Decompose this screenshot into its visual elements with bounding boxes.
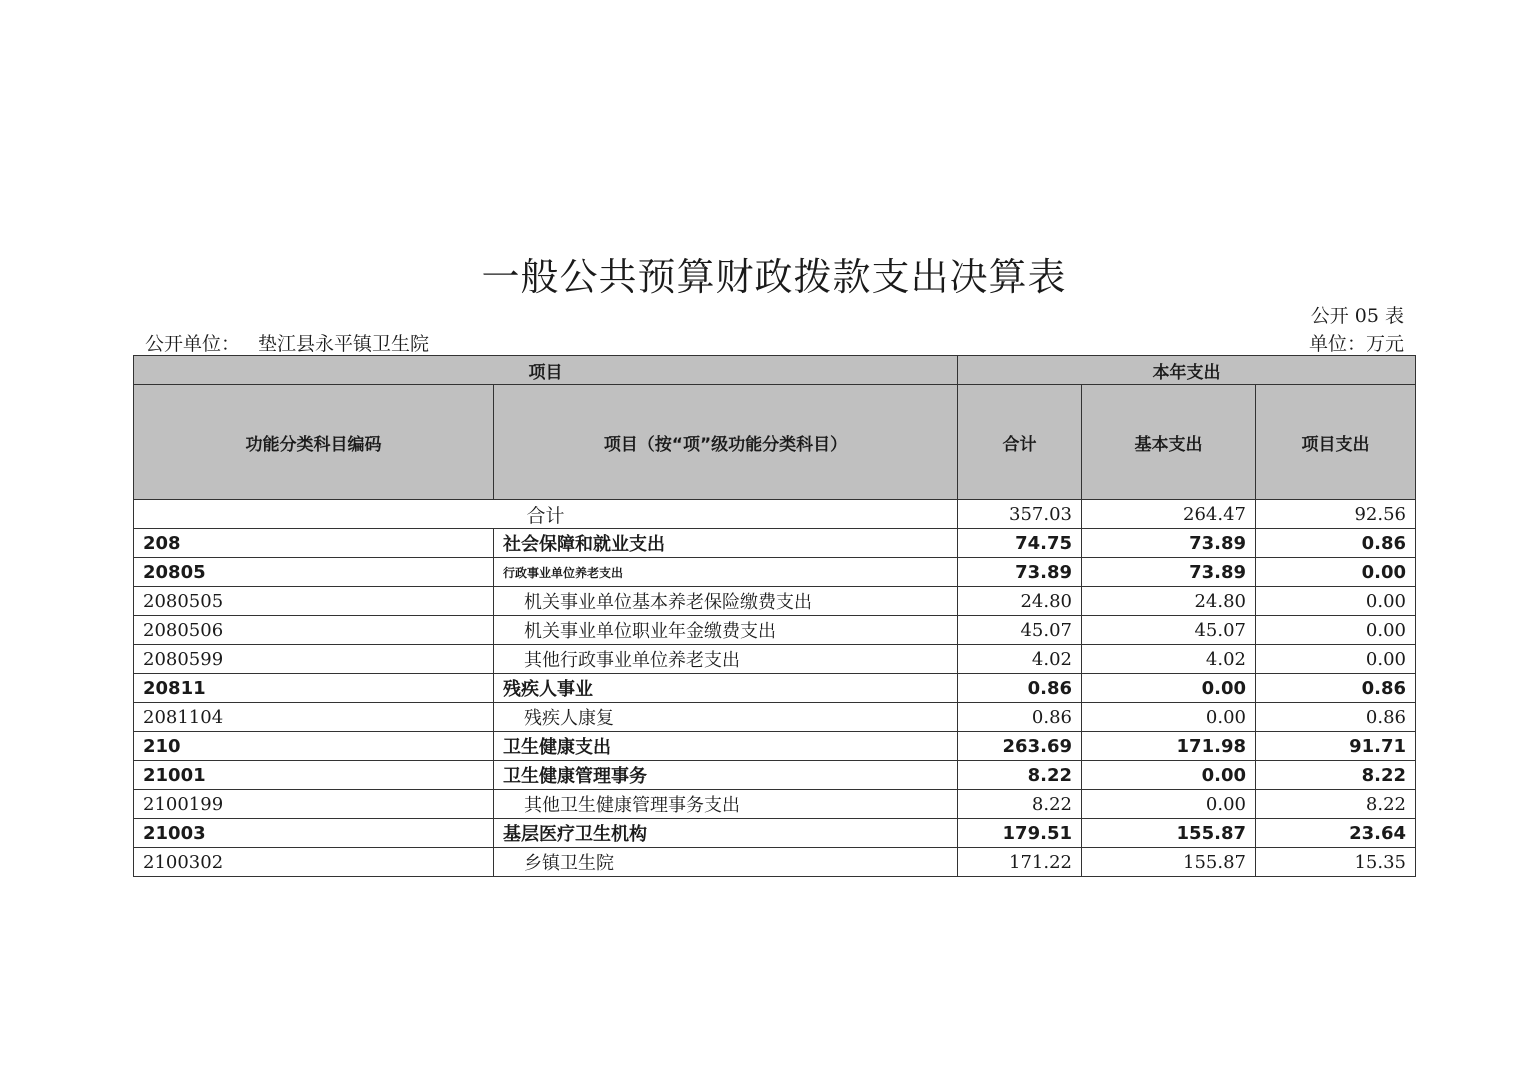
row-code: 2080506 [134,616,494,645]
table-row [134,529,1416,558]
table-row [134,703,1416,732]
row-basic: 0.00 [1082,674,1256,703]
row-name: 行政事业单位养老支出 [494,558,958,587]
table-row [134,674,1416,703]
row-project: 23.64 [1256,819,1416,848]
unit-label: 单位：万元 [1308,333,1404,355]
row-project: 0.86 [1256,674,1416,703]
row-basic: 0.00 [1082,790,1256,819]
row-project: 91.71 [1256,732,1416,761]
header-name: 项目（按“项”级功能分类科目） [494,385,958,500]
row-total: 0.86 [958,674,1082,703]
row-code: 20811 [134,674,494,703]
report-title: 一般公共预算财政拨款支出决算表 [481,255,1067,299]
org-info [145,329,429,356]
row-project: 0.00 [1256,616,1416,645]
row-name: 残疾人康复 [494,703,958,732]
table-row [134,790,1416,819]
row-name: 机关事业单位基本养老保险缴费支出 [494,587,958,616]
header-column-row [134,385,1416,500]
org-name: 垫江县永平镇卫生院 [258,333,430,355]
row-total: 8.22 [958,790,1082,819]
row-project: 15.35 [1256,848,1416,877]
row-code: 21003 [134,819,494,848]
row-code: 2080505 [134,587,494,616]
form-number: 公开 05 表 [1310,305,1404,327]
header-group-expense: 本年支出 [958,356,1416,385]
row-name: 基层医疗卫生机构 [494,819,958,848]
row-code: 208 [134,529,494,558]
total-label: 合计 [134,500,958,529]
row-name: 残疾人事业 [494,674,958,703]
row-code: 210 [134,732,494,761]
total-basic: 264.47 [1082,500,1256,529]
header-group-item: 项目 [134,356,958,385]
row-project: 0.86 [1256,703,1416,732]
row-name: 卫生健康管理事务 [494,761,958,790]
row-total: 45.07 [958,616,1082,645]
row-basic: 4.02 [1082,645,1256,674]
row-code: 21001 [134,761,494,790]
total-amount: 357.03 [958,500,1082,529]
row-basic: 73.89 [1082,529,1256,558]
table-row [134,819,1416,848]
row-name: 卫生健康支出 [494,732,958,761]
row-code: 2100199 [134,790,494,819]
header-project: 项目支出 [1256,385,1416,500]
row-basic: 0.00 [1082,761,1256,790]
row-name: 其他卫生健康管理事务支出 [494,790,958,819]
row-code: 20805 [134,558,494,587]
row-project: 0.00 [1256,645,1416,674]
header-code: 功能分类科目编码 [134,385,494,500]
row-name: 机关事业单位职业年金缴费支出 [494,616,958,645]
table-row [134,645,1416,674]
row-total: 0.86 [958,703,1082,732]
row-project: 8.22 [1256,790,1416,819]
row-basic: 24.80 [1082,587,1256,616]
row-total: 171.22 [958,848,1082,877]
expenditure-table [133,355,1416,877]
table-row [134,848,1416,877]
table-row [134,587,1416,616]
table-row [134,558,1416,587]
report-meta-row [145,329,1404,355]
row-total: 8.22 [958,761,1082,790]
row-basic: 45.07 [1082,616,1256,645]
row-code: 2100302 [134,848,494,877]
row-name: 其他行政事业单位养老支出 [494,645,958,674]
header-total: 合计 [958,385,1082,500]
row-basic: 171.98 [1082,732,1256,761]
total-project: 92.56 [1256,500,1416,529]
row-name: 乡镇卫生院 [494,848,958,877]
row-project: 0.00 [1256,558,1416,587]
row-code: 2081104 [134,703,494,732]
row-code: 2080599 [134,645,494,674]
row-total: 179.51 [958,819,1082,848]
row-project: 8.22 [1256,761,1416,790]
table-row [134,732,1416,761]
org-label: 公开单位： [145,333,241,355]
row-project: 0.00 [1256,587,1416,616]
row-basic: 0.00 [1082,703,1256,732]
row-basic: 155.87 [1082,848,1256,877]
header-basic: 基本支出 [1082,385,1256,500]
table-row [134,761,1416,790]
total-row [134,500,1416,529]
row-total: 73.89 [958,558,1082,587]
row-name: 社会保障和就业支出 [494,529,958,558]
table-row [134,616,1416,645]
row-basic: 155.87 [1082,819,1256,848]
row-total: 263.69 [958,732,1082,761]
header-group-row [134,356,1416,385]
row-total: 74.75 [958,529,1082,558]
row-basic: 73.89 [1082,558,1256,587]
row-project: 0.86 [1256,529,1416,558]
row-total: 4.02 [958,645,1082,674]
row-total: 24.80 [958,587,1082,616]
